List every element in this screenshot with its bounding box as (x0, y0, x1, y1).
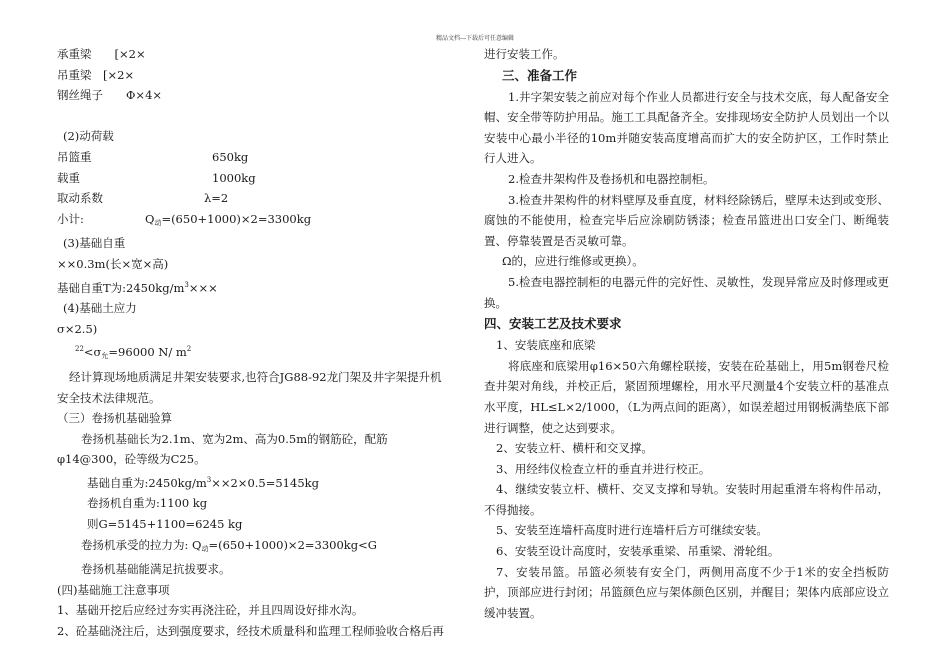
load-row (57, 147, 467, 168)
paragraph: Ω的，应进行维修或更换）。 (502, 254, 644, 269)
list-item: 3、用经纬仪检查立杆的垂直并进行校正。 (496, 461, 711, 476)
formula: =(650+1000)×2=3300kg (161, 211, 312, 226)
label: 小计: (57, 211, 84, 226)
formula: 基础自重T为:2450kg/m (57, 280, 185, 295)
formula: ××× (188, 280, 218, 295)
formula: 卷扬机承受的拉力为: Q (81, 537, 202, 552)
left-column (57, 44, 467, 642)
paragraph: 3.检查井架构件的材料壁厚及垂直度，材料经除锈后，壁厚未达到或变形、腐蚀的不能使用，检查完毕后应涂刷防锈漆；检查吊篮进出口安全门、断绳装置、停靠装置是否灵敏可靠。 (484, 192, 889, 248)
list-item: 2、砼基础浇注后，达到强度要求，经技术质量科和监理工程师验收合格后再 (57, 624, 444, 639)
list-item: 5、安装至连墙杆高度时进行连墙杆后方可继续安装。 (496, 523, 768, 538)
paragraph: 将底座和底梁用φ16×50六角螺栓联接，安装在砼基础上，用5m钢卷尺检查井架对角线，并校正后，紧固预埋螺栓，用水平尺测量4个安装立杆的基准点水平度，HL≤L×2/1000，（L为两点间的距离），如误差超过用钢板满垫底下部进行调整，使之达到要求。 (484, 358, 889, 435)
value: λ=2 (204, 191, 229, 206)
superscript: 2 (186, 345, 192, 354)
list-item: 6、安装至设计高度时，安装承重梁、吊重梁、滑轮组。 (496, 544, 780, 559)
formula: ××2×0.5=5145kg (211, 475, 319, 490)
formula: Q (145, 211, 155, 226)
spec-line: 钢丝绳子 Φ×4× (57, 88, 163, 103)
formula-line: σ×2.5) (57, 321, 98, 336)
paragraph: 1.井字架安装之前应对每个作业人员都进行安全与技术交底，每人配备安全帽、安全带等防护用品。施工工具配备齐全。安排现场安全防护人员划出一个以安装中心最小半径的10m并随安装高度增高而扩大的安全防护区，工作时禁止行人进入。 (484, 89, 889, 166)
subsection-title: （三）卷扬机基础验算 (57, 411, 172, 426)
dims-line: ××0.3m(长×宽×高) (57, 256, 169, 271)
subsection-title: (2)动荷载 (63, 129, 114, 144)
formula-line (57, 275, 467, 299)
subscript: 允 (101, 352, 109, 361)
label: 取动系数 (57, 191, 103, 206)
load-row (57, 168, 467, 189)
formula: <σ (83, 345, 102, 360)
spec-line: 吊重梁 [×2× (57, 67, 135, 82)
right-column (484, 44, 889, 623)
formula-line: 则G=5145+1100=6245 kg (87, 517, 243, 532)
formula: 基础自重为:2450kg/m (87, 475, 207, 490)
formula-line: 卷扬机自重为:1100 kg (87, 496, 208, 511)
paragraph: 5.检查电器控制柜的电器元件的完好性、灵敏性，发现异常应及时修理或更换。 (484, 274, 889, 310)
formula-line (57, 535, 467, 560)
value: 650kg (212, 149, 249, 164)
value: 1000kg (212, 170, 256, 185)
list-item: 7、安装吊篮。吊篮必须装有安全门，两侧用高度不少于1米的安全挡板防护，顶部应进行封闭；吊篮颜色应与架体颜色区别，并醒目；架体内底部应设立缓冲装置。 (484, 564, 889, 620)
paragraph-line: φ14@300，砼等级为C25。 (57, 452, 206, 467)
load-row (57, 188, 467, 209)
list-item: 1、基础开挖后应经过夯实再浇注砼，并且四周设好排水沟。 (57, 603, 364, 618)
superscript: 3 (206, 475, 212, 484)
spec-line: 承重梁 [×2× (57, 47, 146, 61)
formula: =96000 N/ m (108, 345, 187, 360)
page-header: 精品文档---下载后可任意编辑 (435, 35, 515, 42)
subsection-title: (4)基础土应力 (63, 301, 137, 316)
paragraph-line: 安全技术法律规范。 (57, 390, 161, 405)
label: 吊篮重 (57, 149, 92, 164)
list-item: 1、安装底座和底梁 (496, 338, 596, 353)
section-title: 三、准备工作 (502, 67, 578, 83)
superscript: 3 (184, 280, 189, 289)
section-title: 四、安装工艺及技术要求 (484, 316, 622, 332)
subscript: 动 (201, 544, 209, 553)
paragraph: 2.检查井架构件及卷扬机和电器控制柜。 (508, 171, 715, 186)
formula-line (57, 470, 467, 494)
paragraph-line: 经计算现场地质满足井架安装要求,也符合JG88-92龙门架及井字架提升机 (69, 369, 442, 384)
list-item: 4、继续安装立杆、横杆、交叉支撑和导轨。安装时用起重滑车将构件吊动，不得抛接。 (484, 482, 889, 517)
formula-line (57, 339, 467, 367)
paragraph-line: 卷扬机基础长为2.1m、宽为2m、高为0.5m的钢筋砼，配筋 (81, 431, 388, 446)
paragraph-line: 卷扬机基础能满足抗拔要求。 (81, 562, 231, 577)
subsection-title: (3)基础自重 (63, 236, 126, 251)
superscript: 22 (75, 345, 84, 354)
list-item: 2、安装立杆、横杆和交叉撑。 (496, 441, 653, 456)
subscript: 动 (154, 218, 162, 227)
label: 载重 (57, 170, 80, 185)
paragraph-line: 进行安装工作。 (484, 47, 565, 61)
subsection-title: (四)基础施工注意事项 (57, 582, 170, 597)
formula: =(650+1000)×2=3300kg<G (208, 537, 377, 552)
subtotal-row (57, 209, 467, 234)
blank-line (57, 106, 467, 127)
